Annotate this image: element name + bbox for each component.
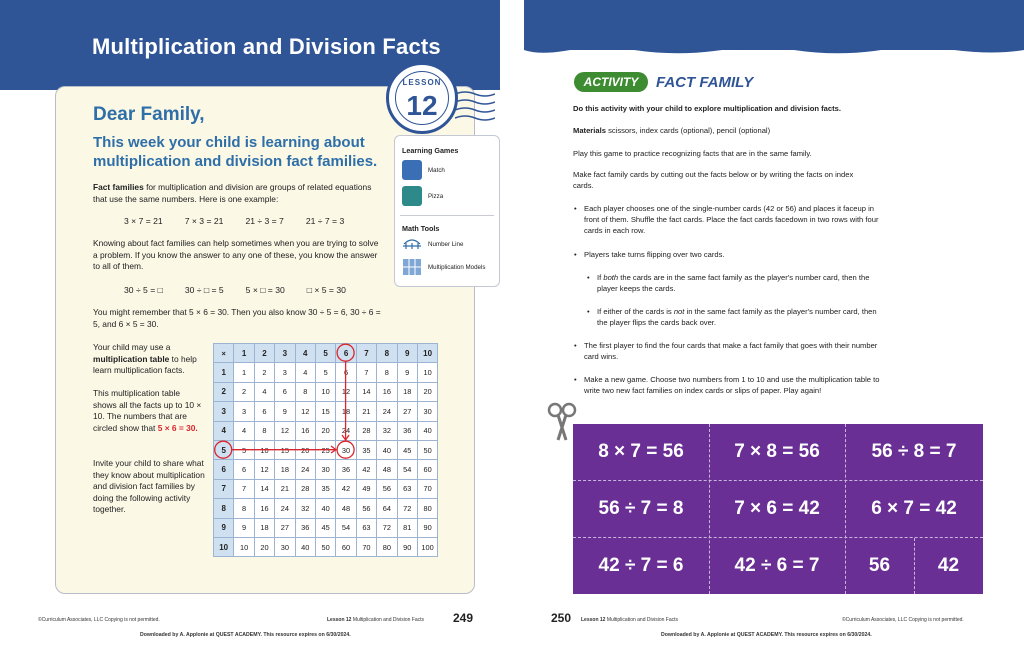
cut-line [573, 537, 983, 538]
paragraph-invite: Invite your child to share what they know about multiplication and division fact families by doing the following activity together. [93, 458, 205, 514]
table-header-row [214, 344, 438, 363]
table-cell: 6 [234, 460, 254, 479]
column-header: 3 [275, 344, 295, 363]
table-cell: 63 [356, 518, 376, 537]
right-footer-lesson-title: Multiplication and Division Facts [606, 617, 678, 623]
table-cell: 2 [234, 382, 254, 401]
row-header: 10 [214, 537, 234, 556]
right-banner-wave-edge [524, 44, 1024, 58]
left-footer-lesson-number: Lesson 12 [327, 617, 352, 623]
tool-label: Number Line [428, 240, 464, 248]
rule-bullet-1: • Each player chooses one of the single-number cards (42 or 56) and places it faceup in front of them. Shuffle the fact cards. Place the fact cards facedown in two rows with four cards in each row. [584, 203, 884, 236]
missing-factor-equations [124, 285, 368, 295]
multiplication-table [213, 343, 438, 557]
circled-fact: 5 × 6 = 30. [157, 422, 198, 433]
paragraph-fact-families [93, 182, 383, 205]
table-cell: 24 [336, 421, 356, 440]
cut-line [573, 480, 983, 481]
example-equations [124, 216, 366, 226]
multiplication-models-icon [402, 258, 422, 276]
fact-card[interactable]: 56 ÷ 8 = 7 [871, 441, 957, 462]
sub-bullet-1-end: the cards are in the same fact family as the player's number card, then the player keeps the cards. [597, 273, 870, 293]
row-header: 4 [214, 421, 234, 440]
column-header: 7 [356, 344, 376, 363]
right-banner [524, 0, 1024, 50]
stamp-number: 12 [406, 90, 438, 121]
table-cell: 63 [397, 479, 417, 498]
fact-card[interactable]: 7 × 6 = 42 [734, 498, 820, 519]
table-cell: 12 [275, 421, 295, 440]
right-download-note: Downloaded by A. Applonie at QUEST ACADEMY. This resource expires on 6/30/2024. [661, 632, 872, 638]
missing-eq: 30 ÷ 5 = □ [124, 285, 163, 295]
table-cell: 56 [377, 479, 397, 498]
letter-subhead: This week your child is learning about multiplication and division fact families. [93, 134, 378, 170]
activity-paragraph-1: Play this game to practice recognizing facts that are in the same family. [573, 149, 812, 158]
table-cell: 30 [275, 537, 295, 556]
learning-games-heading: Learning Games [402, 146, 459, 155]
rule-bullet-3: • The first player to find the four cards that make a fact family that goes with their number card wins. [584, 340, 884, 362]
column-header: 4 [295, 344, 315, 363]
example-eq: 7 × 3 = 21 [184, 216, 224, 226]
table-cell: 40 [315, 499, 335, 518]
table-cell: 16 [295, 421, 315, 440]
table-row [214, 440, 438, 459]
table-row [214, 518, 438, 537]
table-cell: 18 [275, 460, 295, 479]
postmark-lines [455, 88, 495, 124]
table-cell: 90 [397, 537, 417, 556]
column-header: 10 [417, 344, 437, 363]
match-game-icon [402, 160, 422, 180]
table-cell: 4 [234, 421, 254, 440]
cut-line [845, 424, 846, 594]
activity-intro: Do this activity with your child to explore multiplication and division facts. [573, 104, 841, 113]
table-cell: 9 [234, 518, 254, 537]
table-intro-end: to help learn multiplication facts. [93, 353, 197, 375]
missing-eq: 5 × □ = 30 [245, 285, 285, 295]
column-header: 8 [377, 344, 397, 363]
materials-line [573, 125, 953, 136]
lesson-stamp [386, 62, 458, 134]
table-cell: 72 [397, 499, 417, 518]
tool-label: Multiplication Models [428, 263, 486, 271]
table-cell: 40 [377, 440, 397, 459]
table-cell: 60 [336, 537, 356, 556]
table-cell: 36 [397, 421, 417, 440]
table-cell: 54 [397, 460, 417, 479]
left-footer-lesson [327, 617, 424, 623]
table-cell: 50 [417, 440, 437, 459]
column-header: 2 [254, 344, 274, 363]
table-cell: 2 [254, 363, 274, 382]
table-cell: 10 [254, 440, 274, 459]
table-cell: 45 [315, 518, 335, 537]
table-cell: 42 [336, 479, 356, 498]
table-cell: 4 [254, 382, 274, 401]
table-cell: 9 [397, 363, 417, 382]
table-cell: 30 [336, 440, 356, 459]
table-cell: 18 [254, 518, 274, 537]
table-cell: 90 [417, 518, 437, 537]
right-footer-copyright: ©Curriculum Associates, LLC Copying is not permitted. [842, 617, 964, 623]
table-cell: 64 [377, 499, 397, 518]
paragraph-knowing: Knowing about fact families can help sometimes when you are trying to solve a problem. If you know the answer to any one of these, you know the answer to all of them. [93, 238, 379, 271]
table-cell: 7 [356, 363, 376, 382]
table-cell: 45 [397, 440, 417, 459]
fact-card[interactable]: 42 ÷ 7 = 6 [598, 555, 684, 576]
column-header: 5 [315, 344, 335, 363]
table-cell: 40 [417, 421, 437, 440]
multiplication-table-term: multiplication table [93, 353, 170, 364]
example-eq: 3 × 7 = 21 [124, 216, 163, 226]
dear-family-heading: Dear Family, [93, 104, 205, 125]
table-cell: 6 [254, 402, 274, 421]
table-cell: 56 [356, 499, 376, 518]
activity-paragraph-2: Make fact family cards by cutting out the facts below or by writing the facts on index cards. [573, 170, 854, 190]
stamp-label: LESSON [402, 78, 442, 87]
example-eq: 21 ÷ 3 = 7 [245, 216, 284, 226]
table-cell: 20 [315, 421, 335, 440]
game-match[interactable] [402, 160, 445, 180]
table-cell: 100 [417, 537, 437, 556]
table-cell: 1 [234, 363, 254, 382]
fact-card[interactable]: 7 × 8 = 56 [734, 441, 820, 462]
table-cell: 80 [417, 499, 437, 518]
table-cell: 5 [234, 440, 254, 459]
table-cell: 3 [234, 402, 254, 421]
sub-bullet-2-start: If either of the cards is [597, 307, 674, 316]
table-facts-text: This multiplication table shows all the facts up to 10 × 10. The numbers that are circled show that [93, 388, 202, 433]
tool-multiplication-models[interactable] [402, 258, 492, 276]
table-cell: 5 [315, 363, 335, 382]
table-cell: 60 [417, 460, 437, 479]
table-cell: 21 [275, 479, 295, 498]
sub-bullet-2-end: in the same fact family as the player's number card, then the player flips the cards back over. [597, 307, 877, 327]
page-gutter [500, 0, 524, 647]
table-cell: 48 [336, 499, 356, 518]
table-cell: 14 [356, 382, 376, 401]
activity-label: ACTIVITY [574, 72, 648, 92]
banner-title: Multiplication and Division Facts [92, 34, 441, 59]
table-cell: 16 [254, 499, 274, 518]
fact-card[interactable]: 56 ÷ 7 = 8 [598, 498, 684, 519]
row-header: 7 [214, 479, 234, 498]
missing-eq: □ × 5 = 30 [306, 285, 346, 295]
table-cell: 70 [356, 537, 376, 556]
table-cell: 35 [356, 440, 376, 459]
table-cell: 18 [336, 402, 356, 421]
table-cell: 27 [275, 518, 295, 537]
table-cell: 6 [275, 382, 295, 401]
table-cell: 48 [377, 460, 397, 479]
table-cell: 70 [417, 479, 437, 498]
table-cell: 20 [417, 382, 437, 401]
table-cell: 49 [356, 479, 376, 498]
left-footer-copyright: ©Curriculum Associates, LLC Copying is not permitted. [38, 617, 160, 623]
table-cell: 81 [397, 518, 417, 537]
table-cell: 80 [377, 537, 397, 556]
table-cell: 20 [295, 440, 315, 459]
table-cell: 16 [377, 382, 397, 401]
table-cell: 14 [254, 479, 274, 498]
table-cell: 8 [234, 499, 254, 518]
row-header: 5 [214, 440, 234, 459]
row-header: 6 [214, 460, 234, 479]
game-label: Pizza [428, 192, 444, 200]
row-header: 8 [214, 499, 234, 518]
table-row [214, 499, 438, 518]
table-cell: 15 [315, 402, 335, 421]
missing-eq: 30 ÷ □ = 5 [184, 285, 224, 295]
table-cell: 12 [295, 402, 315, 421]
fact-card[interactable]: 42 ÷ 6 = 7 [734, 555, 820, 576]
table-cell: 6 [336, 363, 356, 382]
left-footer-lesson-title: Multiplication and Division Facts [352, 617, 424, 623]
right-footer-lesson-number: Lesson 12 [581, 617, 606, 623]
table-row [214, 363, 438, 382]
rule-sub-bullet-2 [597, 306, 887, 328]
table-cell: 21 [356, 402, 376, 421]
paragraph-table-intro [93, 342, 205, 377]
row-header: 9 [214, 518, 234, 537]
fact-families-definition: for multiplication and division are groups of related equations that use the same numbers. Here is one example: [93, 182, 372, 204]
row-header: 3 [214, 402, 234, 421]
table-cell: 4 [295, 363, 315, 382]
table-cell: 8 [254, 421, 274, 440]
table-cell: 12 [254, 460, 274, 479]
number-line-icon [402, 238, 422, 250]
column-header: 9 [397, 344, 417, 363]
table-cell: 15 [275, 440, 295, 459]
table-cell: 40 [295, 537, 315, 556]
paragraph-remember: You might remember that 5 × 6 = 30. Then you also know 30 ÷ 5 = 6, 30 ÷ 6 = 5, and 6 × 5 = 30. [93, 307, 381, 329]
table-cell: 36 [295, 518, 315, 537]
tool-number-line[interactable] [402, 238, 463, 250]
rule-bullet-4: • Make a new game. Choose two numbers from 1 to 10 and use the multiplication table to write two new fact families on index cards or slips of paper. Play again! [584, 374, 884, 396]
table-cell: 24 [377, 402, 397, 421]
paragraph-table-facts [93, 388, 205, 434]
sub-bullet-2-emphasis: not [673, 307, 685, 316]
pizza-game-icon [402, 186, 422, 206]
number-card-56[interactable]: 56 [868, 555, 891, 576]
table-cell: 27 [397, 402, 417, 421]
table-cell: 20 [254, 537, 274, 556]
column-header: 1 [234, 344, 254, 363]
stamp-inner-ring [395, 71, 449, 125]
fact-cards-sheet [573, 424, 983, 594]
table-cell: 36 [336, 460, 356, 479]
table-intro-start: Your child may use a [93, 342, 171, 352]
example-eq: 21 ÷ 7 = 3 [305, 216, 345, 226]
table-cell: 7 [234, 479, 254, 498]
table-cell: 50 [315, 537, 335, 556]
table-cell: 32 [295, 499, 315, 518]
table-cell: 30 [417, 402, 437, 421]
table-cell: 35 [315, 479, 335, 498]
column-header: 6 [336, 344, 356, 363]
table-cell: 3 [275, 363, 295, 382]
table-row [214, 460, 438, 479]
math-tools-heading: Math Tools [402, 224, 440, 233]
table-row [214, 537, 438, 556]
table-cell: 28 [295, 479, 315, 498]
table-cell: 42 [356, 460, 376, 479]
table-cell: 10 [417, 363, 437, 382]
table-cell: 18 [397, 382, 417, 401]
rule-bullet-2: • Players take turns flipping over two cards. [584, 249, 884, 260]
table-cell: 32 [377, 421, 397, 440]
number-card-42[interactable]: 42 [937, 555, 960, 576]
table-row [214, 421, 438, 440]
page-number-249: 249 [453, 611, 474, 625]
fact-card[interactable]: 8 × 7 = 56 [598, 441, 684, 462]
game-label: Match [428, 166, 445, 174]
table-row [214, 479, 438, 498]
row-header: 2 [214, 382, 234, 401]
table-corner: × [214, 344, 234, 363]
table-cell: 25 [315, 440, 335, 459]
table-cell: 10 [315, 382, 335, 401]
table-row [214, 402, 438, 421]
right-footer-lesson [581, 617, 678, 623]
fact-card[interactable]: 6 × 7 = 42 [871, 498, 957, 519]
table-row [214, 382, 438, 401]
materials-list: scissors, index cards (optional), pencil (optional) [608, 126, 771, 135]
left-download-note: Downloaded by A. Applonie at QUEST ACADEMY. This resource expires on 6/30/2024. [140, 632, 351, 638]
game-pizza[interactable] [402, 186, 443, 206]
fact-families-term: Fact families [93, 182, 144, 192]
table-cell: 28 [356, 421, 376, 440]
table-cell: 54 [336, 518, 356, 537]
table-cell: 8 [377, 363, 397, 382]
row-header: 1 [214, 363, 234, 382]
activity-name: FACT FAMILY [656, 74, 754, 91]
table-cell: 9 [275, 402, 295, 421]
table-cell: 10 [234, 537, 254, 556]
materials-label: Materials [573, 126, 606, 135]
table-cell: 24 [275, 499, 295, 518]
sidebar-divider [400, 215, 494, 216]
table-cell: 12 [336, 382, 356, 401]
rule-sub-bullet-1 [597, 272, 887, 294]
cut-line [709, 424, 710, 594]
table-cell: 8 [295, 382, 315, 401]
table-cell: 72 [377, 518, 397, 537]
page-number-250: 250 [551, 611, 572, 625]
sub-bullet-1-emphasis: both [603, 273, 619, 282]
sub-bullet-1-start: If [597, 273, 604, 282]
table-cell: 30 [315, 460, 335, 479]
cut-line [914, 538, 915, 594]
table-cell: 24 [295, 460, 315, 479]
